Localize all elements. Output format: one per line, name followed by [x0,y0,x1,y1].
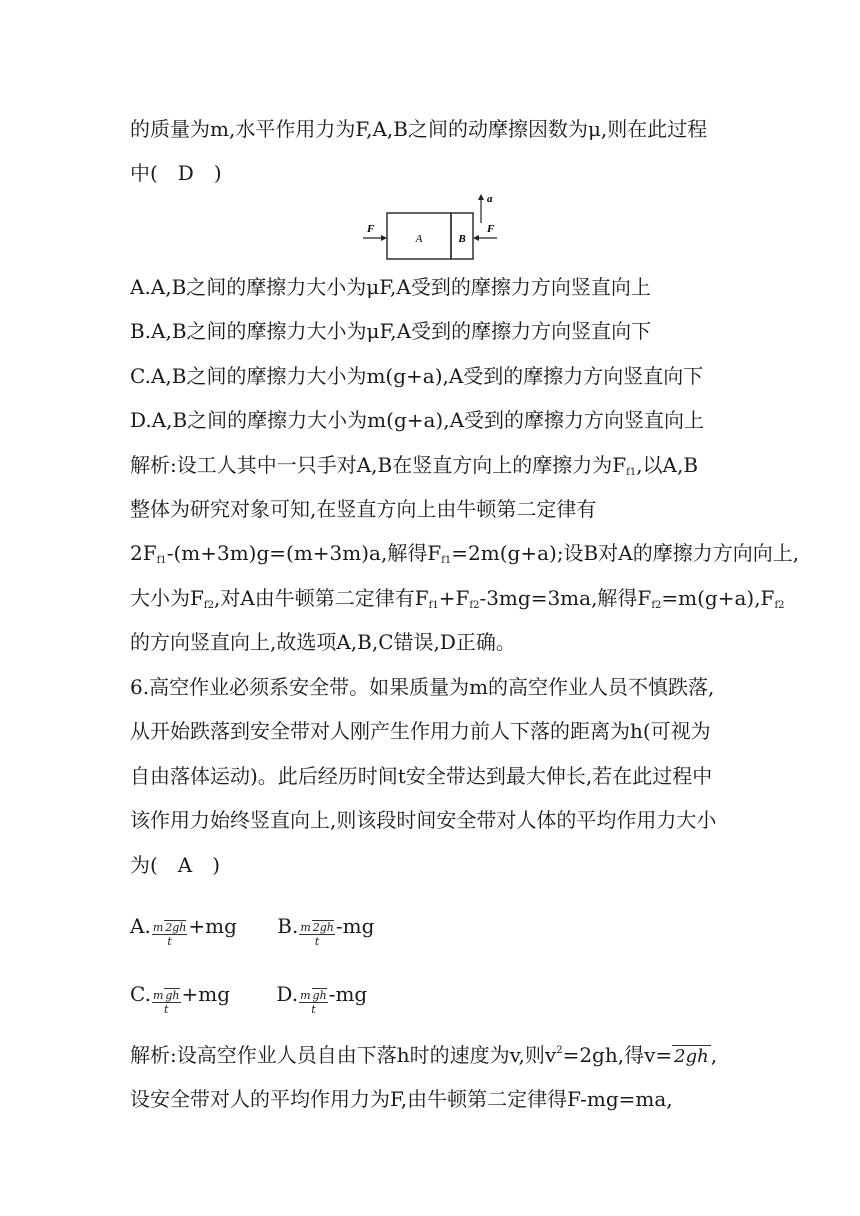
question-6-options-row-1 [130,916,374,948]
option-c: C.A,B之间的摩擦力大小为m(g+a),A受到的摩擦力方向竖直向下 [130,364,704,388]
q6-option-b: B. $\frac{m 2gh}{t}$ -mg [277,914,375,948]
q6-option-d: D. $\frac{\text{m gh}}{t}$ -mg [276,982,368,1016]
question-stem-line-1: 的质量为m,水平作用力为F,A,B之间的动摩擦因数为μ,则在此过程 [130,117,708,141]
solution-line-3: $2F_{f1}-(m+3m)g=(m+3m)a$,解得$F_{f1}=2m(g+a)$;设B对A的摩擦力方向向上, [130,541,800,566]
solution-line-1: 解析:设工人其中一只手对A,B在竖直方向上的摩擦力为$F_{f1}$,以A,B [130,453,699,478]
option-d: D.A,B之间的摩擦力大小为m(g+a),A受到的摩擦力方向竖直向上 [130,408,705,432]
solution-line-2: 整体为研究对象可知,在竖直方向上由牛顿第二定律有 [130,497,597,521]
acceleration-label: a [487,193,493,205]
solution-line-4: 大小为$F_{f2}$,对A由牛顿第二定律有$F_{f1}+F_{f2}-3mg=3ma$,解得$F_{f2}=m(g+a),F_{f2}$ [130,586,785,611]
question-stem-line-2: 中( D ) [130,161,222,185]
question-6-line-1: 6.高空作业必须系安全带。如果质量为m的高空作业人员不慎跌落, [130,675,715,699]
question-6-options-row-2 [130,984,367,1016]
solution-6-line-1: 解析:设高空作业人员自由下落h时的速度为v,则$v^2=2gh$,得v= 2gh , [130,1043,718,1067]
solution-6-line-2: 设安全带对人的平均作用力为F,由牛顿第二定律得F-mg=ma, [130,1087,673,1111]
question-6-line-3: 自由落体运动)。此后经历时间t安全带达到最大伸长,若在此过程中 [130,764,713,788]
option-a: A.A,B之间的摩擦力大小为μF,A受到的摩擦力方向竖直向上 [130,275,651,299]
q6-option-c: C. $\frac{\text{m gh}}{t}$ +mg [130,982,231,1016]
question-6-line-2: 从开始跌落到安全带对人刚产生作用力前人下落的距离为h(可视为 [130,719,711,743]
option-b: B.A,B之间的摩擦力大小为μF,A受到的摩擦力方向竖直向下 [130,319,652,343]
block-diagram [360,188,500,268]
block-a-label: A [415,233,423,245]
question-6-line-5: 为( A ) [130,853,221,877]
question-6-line-4: 该作用力始终竖直向上,则该段时间安全带对人体的平均作用力大小 [130,808,717,832]
right-force-label: F [487,223,495,235]
solution-line-5: 的方向竖直向上,故选项A,B,C错误,D正确。 [130,630,516,654]
left-force-label: F [367,223,375,235]
q6-option-a: A. $\frac{m 2gh}{t}$ +mg [130,914,237,948]
block-b-label: B [458,233,466,245]
